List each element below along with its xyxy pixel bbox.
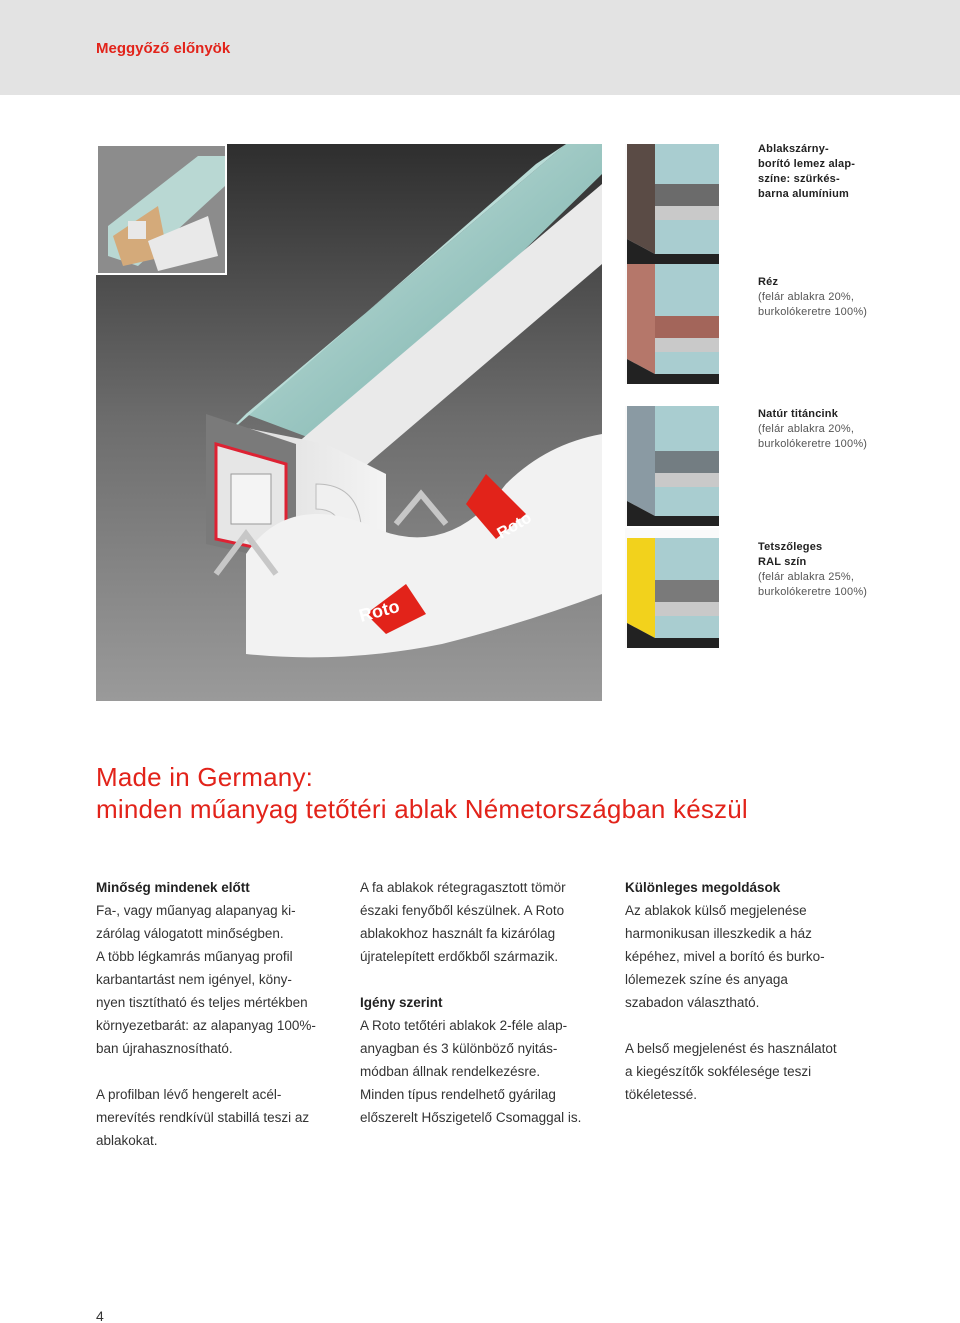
color-swatch-titanium-zinc [625,406,719,526]
column-special-solutions [625,876,875,1106]
color-swatch-brown-aluminium [625,144,719,264]
text-line: északi fenyőből készülnek. A Roto [360,903,565,918]
text-line: Minden típus rendelhető gyárilag [360,1087,556,1102]
text-line: merevítés rendkívül stabillá teszi az [96,1110,310,1125]
text-line: ablakokat. [96,1133,158,1148]
swatch-caption-titanium-zinc [758,407,928,452]
swatch-caption-default [758,142,928,202]
text-line: nyen tisztítható és teljes mértékben [96,995,308,1010]
column-heading: Minőség mindenek előtt [96,880,250,895]
column-quality [96,876,346,1152]
text-line: A profilban lévő hengerelt acél- [96,1087,282,1102]
swatch-caption-copper [758,275,928,320]
caption-line: Ablakszárny- [758,143,829,155]
text-line: ablakokhoz használt fa kizárólag [360,926,556,941]
page-number: 4 [96,1308,104,1323]
text-line: Fa-, vagy műanyag alapanyag ki- [96,903,296,918]
color-swatch-copper [625,264,719,384]
text-line: A több légkamrás műanyag profil [96,949,293,964]
wood-profile-inset [96,144,227,275]
text-line: anyagban és 3 különböző nyitás- [360,1041,558,1056]
caption-name: Natúr titáncink [758,408,839,420]
text-line: környezetbarát: az alapanyag 100%- [96,1018,316,1033]
text-line: tökéletessé. [625,1087,698,1102]
text-line: harmonikusan illeszkedik a ház [625,926,812,941]
caption-line: burkolókeretre 100%) [758,438,868,450]
text-line: újratelepített erdőkből származik. [360,949,559,964]
text-line: szabadon választható. [625,995,760,1010]
swatch-caption-ral [758,540,928,600]
text-line: képéhez, mivel a borító és burko- [625,949,825,964]
caption-name: Réz [758,276,779,288]
text-line: lólemezek színe és anyaga [625,972,788,987]
column-materials [360,876,610,1129]
swatch-color [627,144,655,254]
caption-line: (felár ablakra 20%, [758,291,855,303]
caption-name: Tetszőleges [758,541,823,553]
text-line: a kiegészítők sokfélesége teszi [625,1064,812,1079]
text-line: Az ablakok külső megjelenése [625,903,807,918]
page-title: Meggyőző előnyök [96,40,231,57]
caption-line: borító lemez alap- [758,158,856,170]
caption-line: burkolókeretre 100%) [758,306,868,318]
caption-line: barna alumínium [758,188,850,200]
text-line: módban állnak rendelkezésre. [360,1064,541,1079]
text-line: A fa ablakok rétegragasztott tömör [360,880,566,895]
text-line: zárólag válogatott minőségben. [96,926,284,941]
caption-name: RAL szín [758,556,807,568]
text-line: A belső megjelenést és használatot [625,1041,837,1056]
text-line: előszerelt Hőszigetelő Csomaggal is. [360,1110,582,1125]
headline [96,761,748,825]
brand-label: Roto [494,509,535,543]
caption-line: színe: szürkés- [758,173,840,185]
caption-line: (felár ablakra 20%, [758,423,855,435]
text-line: ban újrahasznosítható. [96,1041,233,1056]
caption-line: (felár ablakra 25%, [758,571,855,583]
headline-line-2: minden műanyag tetőtéri ablak Németországban készül [96,794,748,824]
column-heading: Igény szerint [360,995,443,1010]
brand-label: Roto [356,595,402,626]
color-swatch-ral [625,528,719,648]
column-heading: Különleges megoldások [625,880,781,895]
text-line: A Roto tetőtéri ablakok 2-féle alap- [360,1018,568,1033]
headline-line-1: Made in Germany: [96,762,314,792]
caption-line: burkolókeretre 100%) [758,586,868,598]
text-line: karbantartást nem igényel, köny- [96,972,292,987]
